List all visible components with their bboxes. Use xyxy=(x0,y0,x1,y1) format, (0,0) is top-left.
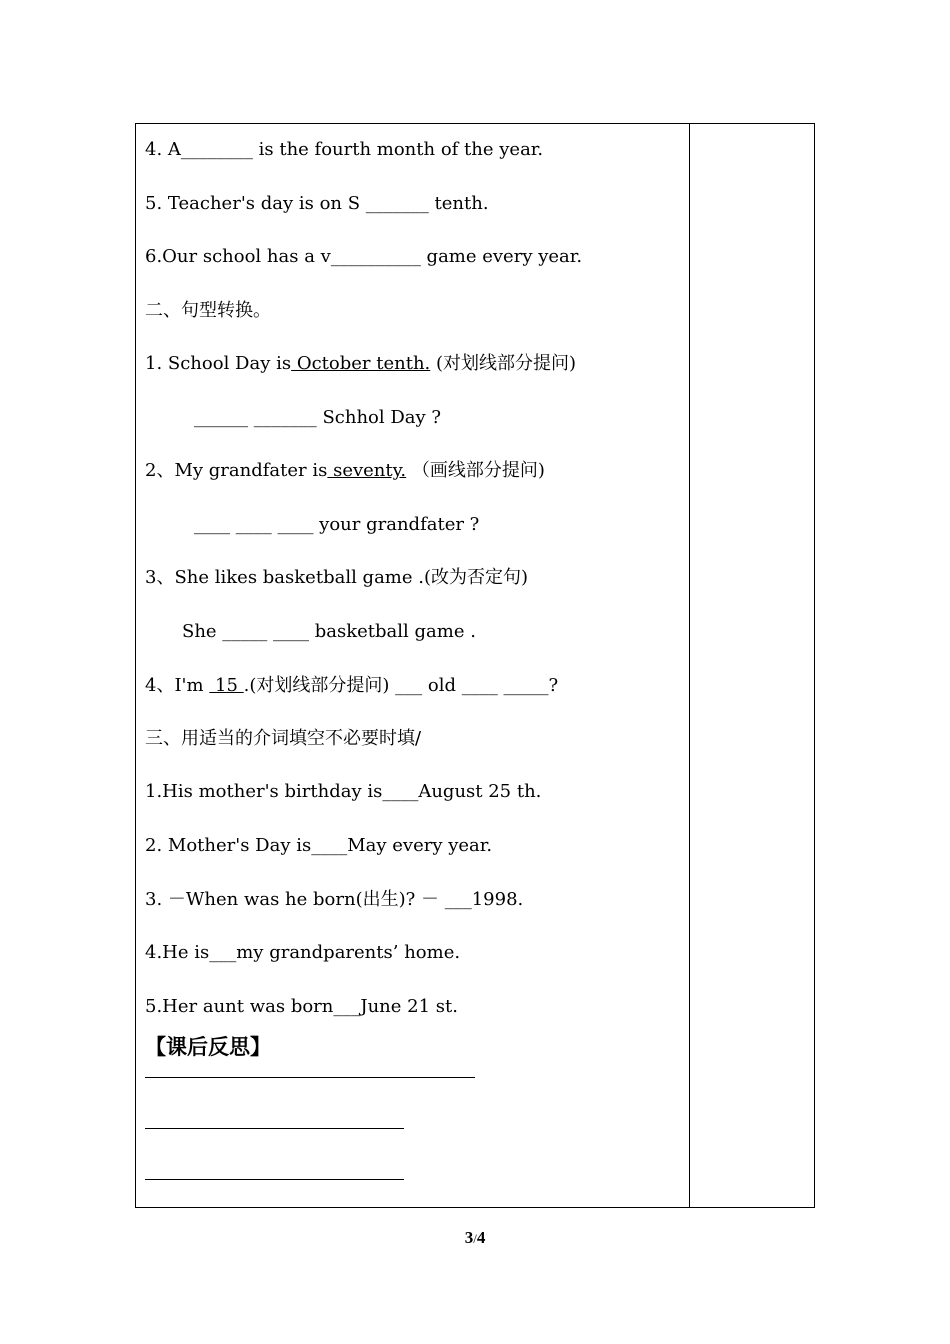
q1-text: 1. School Day is xyxy=(145,353,292,374)
reflection-line-1 xyxy=(145,1077,475,1078)
q4-instruction: .(对划线部分提问) ___ old ____ _____? xyxy=(243,675,559,696)
q2-instruction: （画线部分提问) xyxy=(406,460,545,481)
reflection-heading: 【课后反思】 xyxy=(145,1035,271,1059)
preposition-question-5: 5.Her aunt was born___June 21 st. xyxy=(145,996,458,1017)
transform-answer-2: ____ ____ ____ your grandfater ? xyxy=(194,514,480,535)
vocab-question-5: 5. Teacher's day is on S _______ tenth. xyxy=(145,193,489,214)
transform-question-3: 3、She likes basketball game .(改为否定句) xyxy=(145,567,529,588)
preposition-question-2: 2. Mother's Day is____May every year. xyxy=(145,835,493,856)
q2-text: 2、My grandfater is xyxy=(145,460,328,481)
q1-instruction: (对划线部分提问) xyxy=(430,353,577,374)
preposition-question-3: 3. －When was he born(出生)? － ___1998. xyxy=(145,889,524,910)
preposition-question-1: 1.His mother's birthday is____August 25 th. xyxy=(145,781,542,802)
column-divider xyxy=(689,124,690,1207)
transform-answer-1: ______ _______ Schhol Day ? xyxy=(194,407,442,428)
vocab-question-6: 6.Our school has a v__________ game every year. xyxy=(145,246,583,267)
q1-underlined: October tenth. xyxy=(291,353,431,374)
transform-question-2 xyxy=(145,460,545,482)
vocab-question-4: 4. A________ is the fourth month of the year. xyxy=(145,139,544,160)
q4-text: 4、I'm xyxy=(145,675,210,696)
worksheet-table xyxy=(135,123,815,1208)
page-separator: / xyxy=(473,1231,477,1246)
page-total: 4 xyxy=(476,1228,486,1247)
q2-underlined: seventy. xyxy=(327,460,407,481)
transform-question-1 xyxy=(145,353,576,375)
page-number xyxy=(0,1228,950,1248)
q4-underlined: 15 xyxy=(209,675,244,696)
reflection-line-2 xyxy=(145,1128,404,1129)
section-3-heading: 三、用适当的介词填空不必要时填/ xyxy=(145,728,422,749)
section-2-heading: 二、句型转换。 xyxy=(145,300,271,321)
preposition-question-4: 4.He is___my grandparents’ home. xyxy=(145,942,461,963)
transform-question-4 xyxy=(145,675,558,697)
page-current: 3 xyxy=(464,1228,474,1247)
reflection-line-3 xyxy=(145,1179,404,1180)
transform-answer-3: She _____ ____ basketball game . xyxy=(182,621,476,642)
